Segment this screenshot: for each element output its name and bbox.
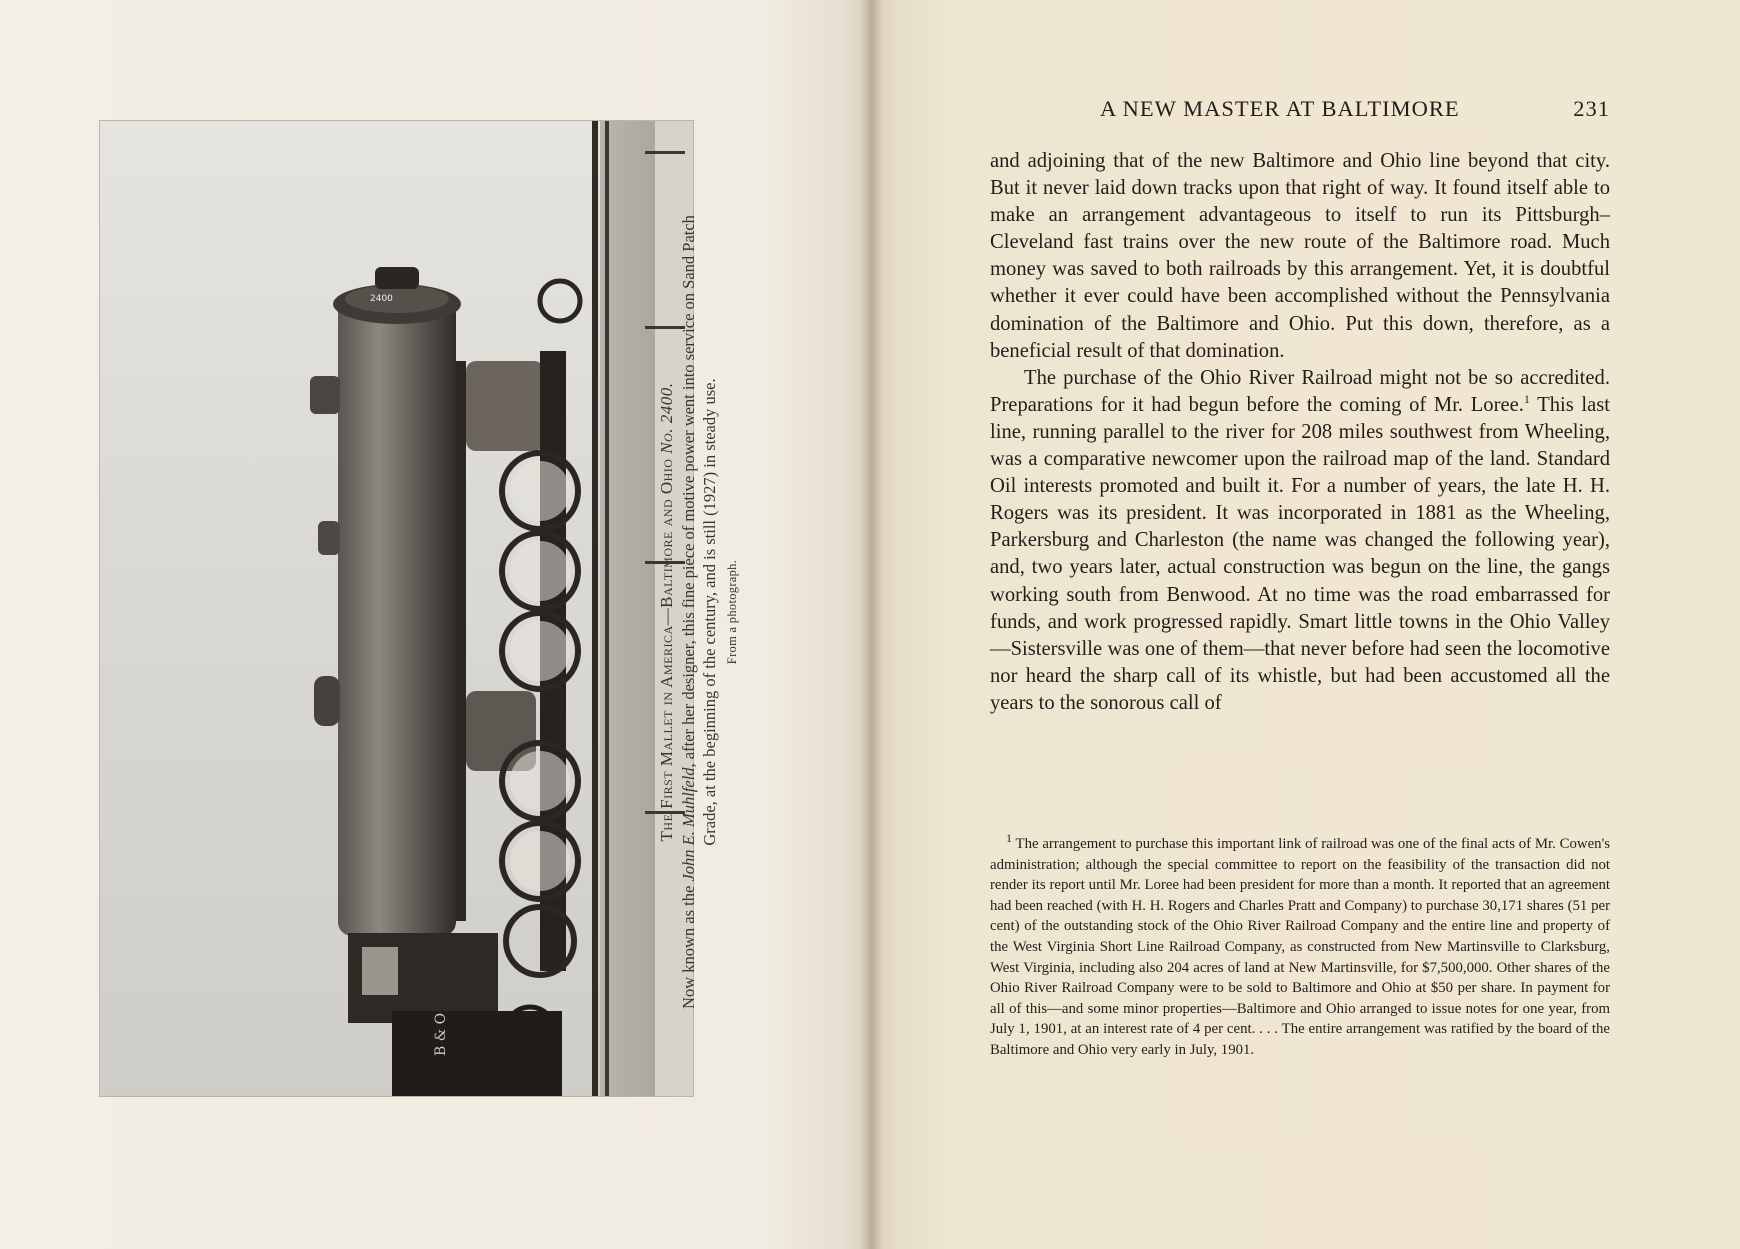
caption-line2-start: Now known as the <box>679 885 698 1009</box>
body-text <box>990 148 1610 717</box>
caption-line-3: Grade, at the beginning of the century, and is still (1927) in steady use. <box>700 378 719 846</box>
locomotive-illustration <box>100 121 693 1096</box>
footnote <box>990 831 1610 1061</box>
caption-title <box>656 132 678 1092</box>
paragraph-2-rest: This last line, running parallel to the river for 208 miles southwest from Wheeling, was a comparative newcomer upon the railroad map of the land. Standard Oil interests promoted and built it. For a number of years, the late H. H. Rogers was its president. It was incorporated in 1881 as the Wheeling, Parkersburg and Charleston (the name was changed the following year), and, two years later, actual construction was begun on the line, the gangs working south from Benwood. At no time was the road embarrassed for funds, and work progressed rapidly. Smart little towns in the Ohio Valley—Sistersville was one of them—that never before had seen the locomotive nor heard the sharp call of its whistle, but had been accustomed all the years to the sonorous call of <box>990 393 1610 714</box>
paragraph-1: and adjoining that of the new Baltimore and Ohio line beyond that city. But it never laid down tracks upon that right of way. It found itself able to make an arrangement advantageous to itself to run its Pittsburgh–Cleveland fast trains over the new route of the Baltimore road. Much money was saved to both railroads by this arrangement. Yet, it is doubtful whether it ever could have been accomplished without the Pennsylvania domination of the Baltimore and Ohio. Put this down, therefore, as a beneficial result of that domination. <box>990 150 1610 362</box>
caption-title-number: No. 2400. <box>657 382 676 454</box>
paragraph-2 <box>990 365 1610 717</box>
photo-credit: From a photograph. <box>725 559 739 665</box>
book-gutter <box>860 0 882 1249</box>
engine-number-plate: 2400 <box>370 294 393 304</box>
footnote-reference: 1 <box>1523 391 1530 406</box>
paragraph-2-start: The purchase of the Ohio River Railroad might not be so accredited. Preparations for it had begun before the coming of Mr. Loree. <box>990 366 1610 416</box>
footnote-text: The arrangement to purchase this important link of railroad was one of the final acts of Mr. Cowen's administration; although the special committee to report on the feasibility of the transaction did not render its report until Mr. Loree had been president for more than a month. It reported that an agreement had been reached (with H. H. Rogers and Charles Pratt and Company) to purchase 30,171 shares (51 per cent) of the outstanding stock of the Ohio River Railroad Company and the entire line and property of the West Virginia Short Line Railroad Company, as constructed from New Martinsville to Clarksburg, West Virginia, including also 204 acres of land at New Martinsville, for $7,500,000. Other shares of the Ohio River Railroad Company were to be sold to Baltimore and Ohio at $50 per share. In payment for all of this—and some minor properties—Baltimore and Ohio arranged to issue notes for one year, from July 1, 1901, at an interest rate of 4 per cent. . . . The entire arrangement was ratified by the board of the Baltimore and Ohio very early in July, 1901. <box>990 836 1610 1058</box>
chapter-title: A NEW MASTER AT BALTIMORE <box>1100 96 1460 121</box>
caption-line2-name: John E. Muhlfeld, <box>679 763 698 882</box>
page-number: 231 <box>1573 96 1610 121</box>
caption-line2-end: after her designer, this fine piece of motive power went into service on Sand Patch <box>679 215 698 760</box>
caption-line-2 <box>678 132 699 1092</box>
running-head <box>990 96 1612 126</box>
locomotive-photograph <box>99 120 694 1097</box>
tender-lettering: B & O <box>433 1012 449 1056</box>
footnote-marker: 1 <box>1006 831 1012 846</box>
caption-title-text: The First Mallet in America—Baltimore and Ohio <box>657 458 676 842</box>
